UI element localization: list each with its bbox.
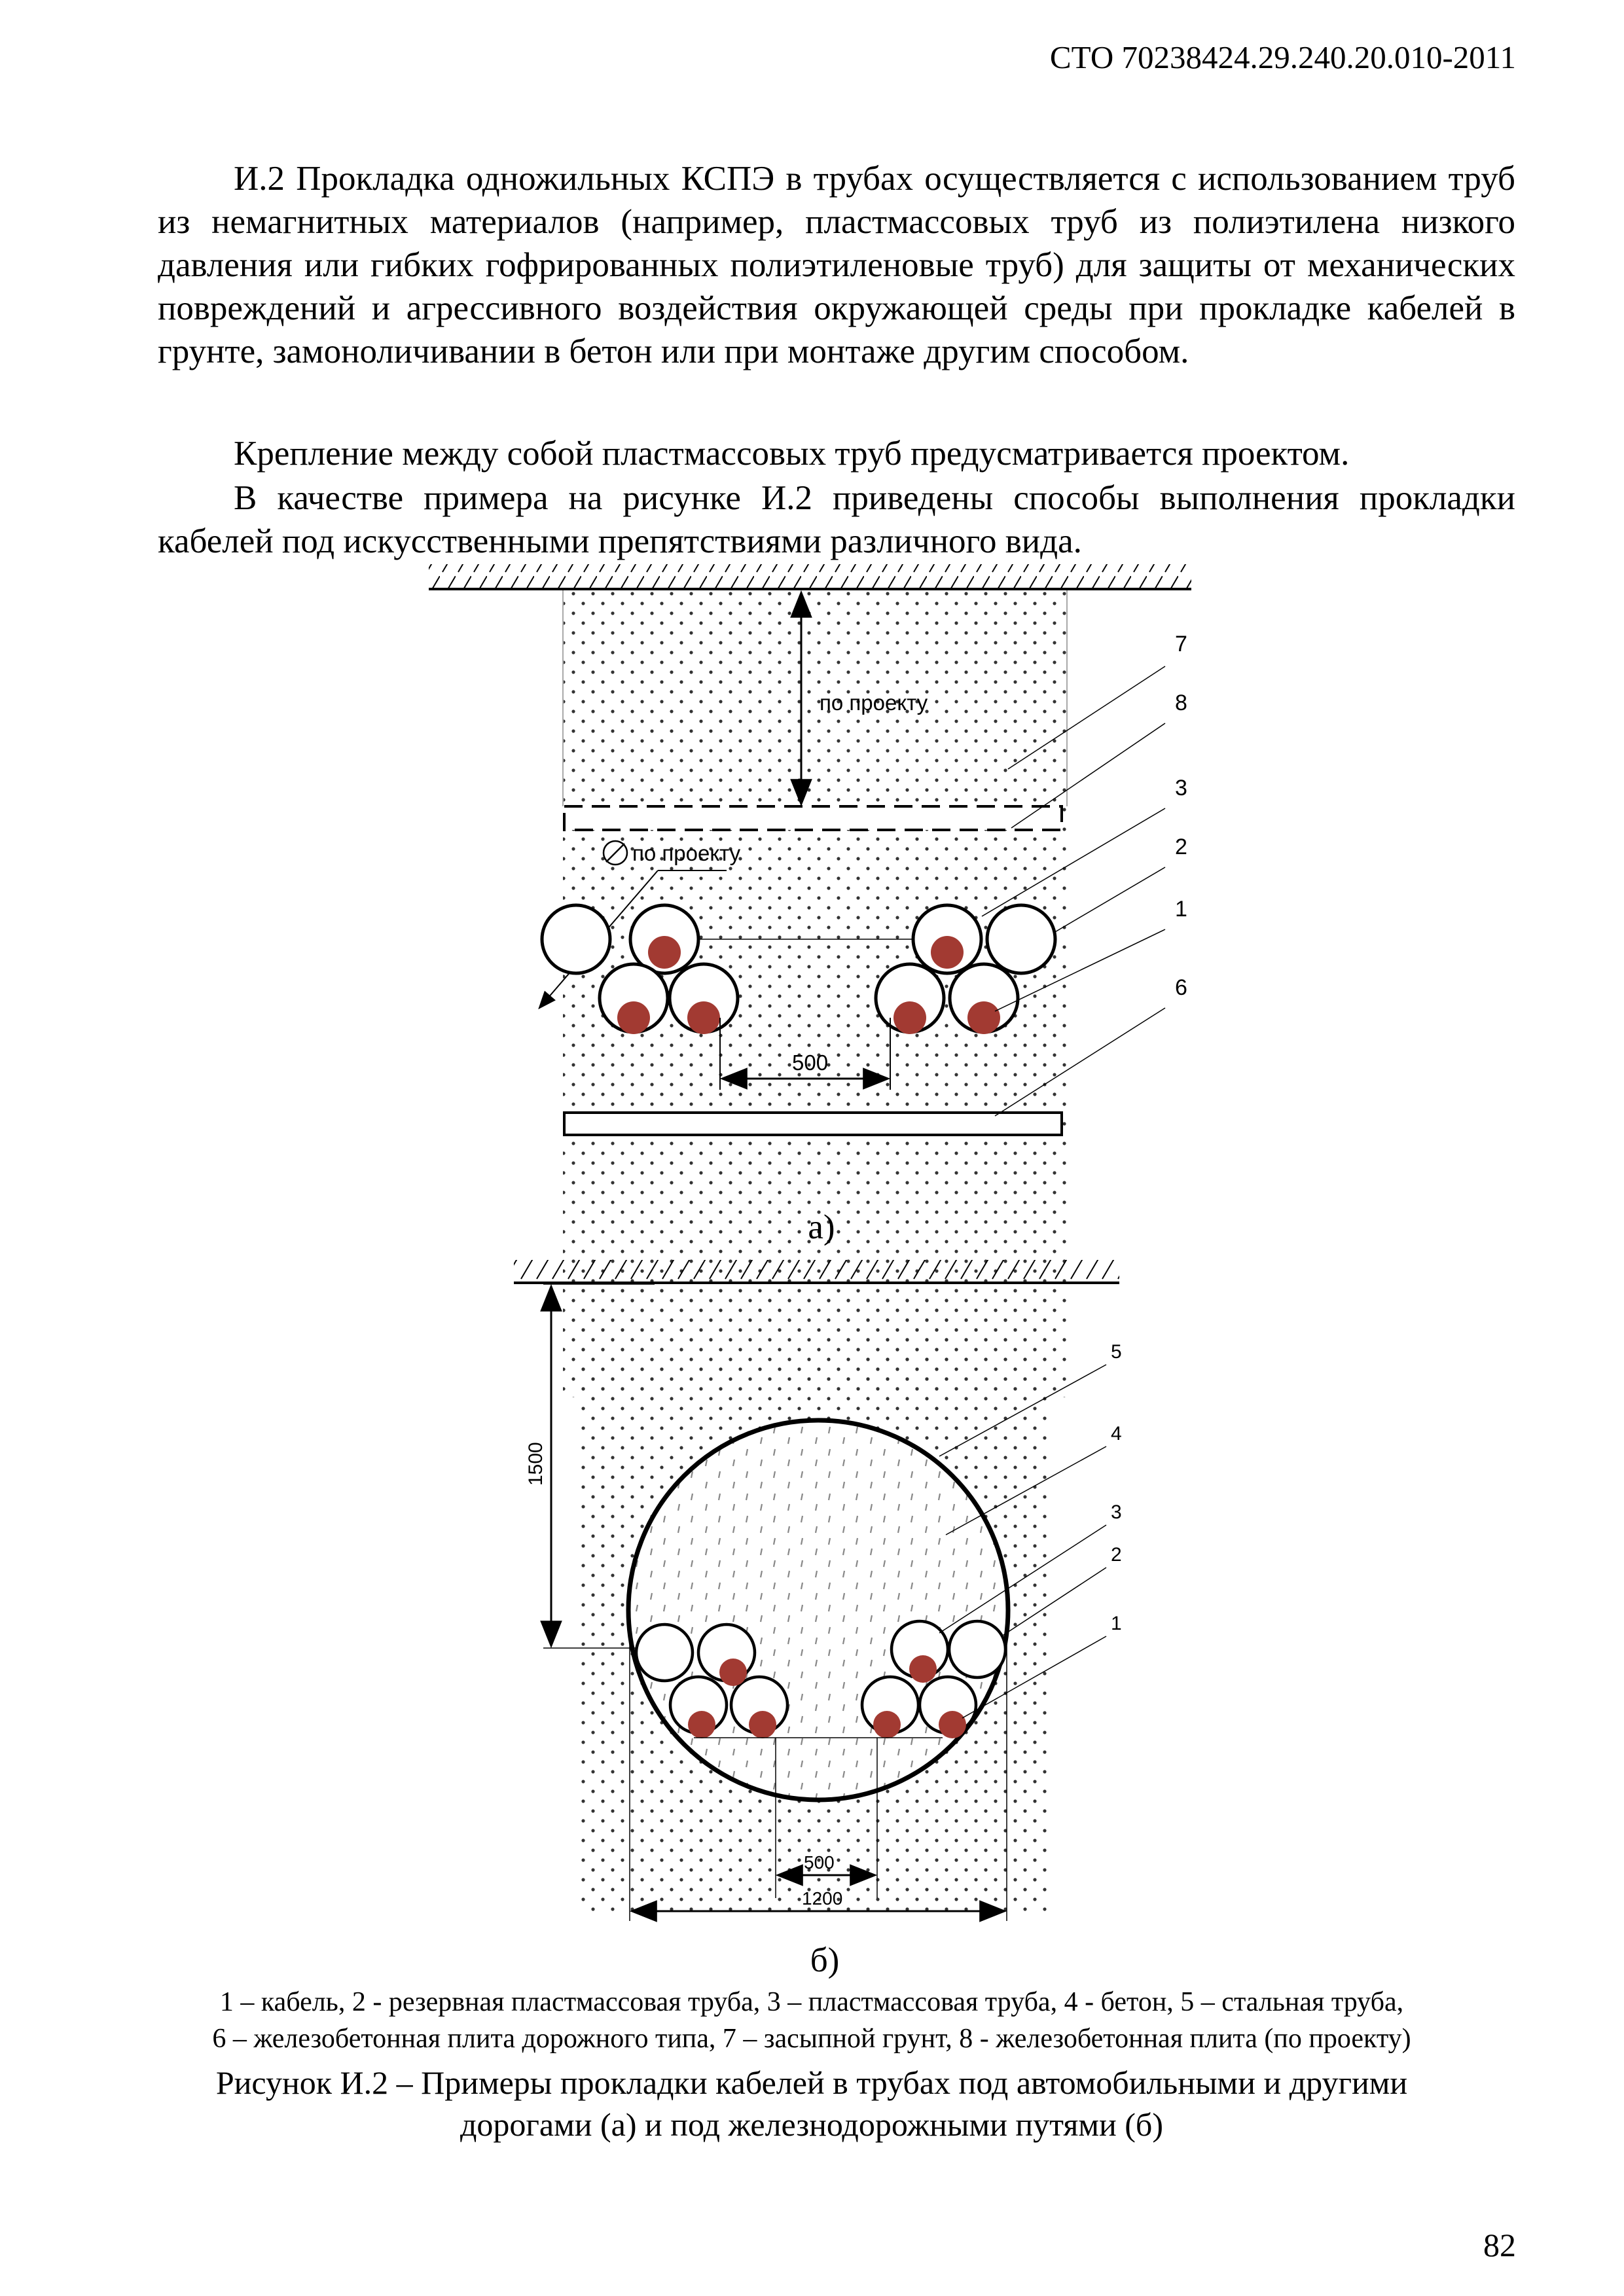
callout-3-b: 3 [1111,1501,1122,1523]
callout-8: 8 [1175,691,1187,715]
callout-2: 2 [1175,834,1187,859]
cable [909,1655,937,1683]
spacing-label-a: 500 [792,1050,829,1075]
cable [688,1711,715,1738]
figure-legend-line-1: 1 – кабель, 2 - резервная пластмассовая труба, 3 – пластмассовая труба, 4 - бетон, 5 – стальная труба, [219,1987,1404,2017]
road-concrete-slab [564,1113,1062,1135]
callout-2-b: 2 [1111,1544,1122,1566]
paragraph-i2: И.2 Прокладка одножильных КСПЭ в трубах осуществляется с использованием труб из немагнитных материалов (например, пластмассовых труб из полиэтилена низкого давления или гибких гофрированных полиэтиленовые труб) для защиты от механических повреждений и агрессивного воздействия окружающей среды при прокладке кабелей в грунте, замоноличивании в бетон или при монтаже другим способом. [158,160,1515,370]
ground-hatch-a [429,564,1191,588]
cable [719,1659,747,1686]
cable [873,1711,901,1738]
figure-b [514,1260,1122,1921]
figure-legend-line-2: 6 – железобетонная плита дорожного типа, 7 – засыпной грунт, 8 - железобетонная плита (по проекту) [212,2024,1411,2054]
page-number: 82 [1483,2227,1516,2263]
cable [617,1001,650,1034]
cable [648,936,681,969]
reserve-pipe [636,1624,693,1681]
figure-a-label: а) [808,1208,835,1246]
cable [749,1711,776,1738]
reserve-pipe [542,905,610,973]
callout-3: 3 [1175,776,1187,800]
depth-dimension-label-a: по проекту [820,691,928,715]
figure-b-label: б) [810,1941,840,1979]
ground-hatch-b [514,1260,1119,1283]
concrete-fill [630,1422,1007,1799]
paragraph-example: В качестве примера на рисунке И.2 приведены способы выполнения прокладки кабелей под искусственными препятствиями различного вида. [158,479,1515,560]
callout-4: 4 [1111,1423,1122,1444]
cable [939,1711,966,1738]
document-code: СТО 70238424.29.240.20.010-2011 [1049,39,1516,75]
spacing-label-b: 500 [804,1852,835,1873]
width-label-b: 1200 [802,1888,843,1909]
cable [931,936,964,969]
cable [893,1001,926,1034]
reserve-pipe [949,1621,1005,1677]
callout-5: 5 [1111,1341,1122,1363]
callout-6: 6 [1175,975,1187,1000]
paragraph-fastening: Крепление между собой пластмассовых труб предусматривается проектом. [234,435,1350,473]
callout-7: 7 [1175,632,1187,656]
figure-caption-line-1: Рисунок И.2 – Примеры прокладки кабелей в трубах под автомобильными и другими [215,2064,1408,2101]
cable [967,1001,1000,1034]
diameter-label-a: по проекту [632,841,741,865]
cable [687,1001,720,1034]
concrete-slab-dashed [564,806,1062,830]
callout-1: 1 [1175,897,1187,922]
reserve-pipe [987,905,1055,973]
callout-1-b: 1 [1111,1613,1122,1634]
figure-caption-line-2: дорогами (а) и под железнодорожными путями (б) [460,2106,1164,2143]
depth-label-b: 1500 [525,1442,547,1486]
